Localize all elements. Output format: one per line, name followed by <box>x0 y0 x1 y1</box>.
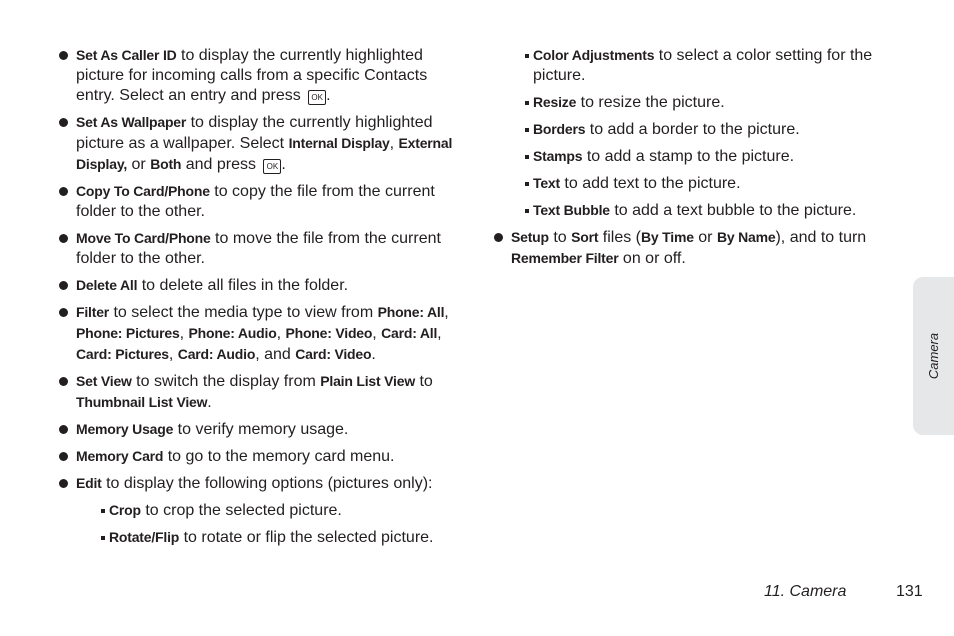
sub-list-item <box>523 200 913 221</box>
separator: , <box>444 304 449 321</box>
option-term: Delete All <box>76 277 138 293</box>
options-list <box>58 45 470 548</box>
punctuation: . <box>281 156 286 173</box>
list-item <box>58 275 470 296</box>
edit-sub-list-continued <box>523 45 913 221</box>
option-description: files ( <box>598 229 641 246</box>
list-item <box>58 45 470 106</box>
option-value: Card: Video <box>295 346 372 362</box>
section-tab-label: Camera <box>925 332 941 380</box>
separator: or <box>127 156 151 173</box>
option-value: Card: All <box>381 325 438 341</box>
option-description: to add a stamp to the picture. <box>582 148 795 165</box>
option-value: Thumbnail List View <box>76 394 208 410</box>
option-term: Copy To Card/Phone <box>76 183 210 199</box>
option-term: Borders <box>533 121 586 137</box>
option-description: on or off. <box>618 250 686 267</box>
right-column <box>493 45 913 275</box>
punctuation: . <box>371 346 376 363</box>
option-value: Both <box>150 156 182 172</box>
option-term: Memory Card <box>76 448 164 464</box>
option-value: Phone: Pictures <box>76 325 180 341</box>
option-description: to add a text bubble to the picture. <box>609 202 857 219</box>
option-term: Memory Usage <box>76 421 174 437</box>
separator: or <box>693 229 717 246</box>
option-term: Filter <box>76 304 110 320</box>
option-term: Crop <box>109 502 141 518</box>
option-term: Setup <box>511 229 549 245</box>
option-term: Set As Caller ID <box>76 47 177 63</box>
option-description: to add text to the picture. <box>559 175 741 192</box>
edit-sub-list <box>99 500 470 548</box>
separator: to <box>415 373 433 390</box>
option-term: Rotate/Flip <box>109 529 180 545</box>
option-term: Set View <box>76 373 132 389</box>
list-item <box>58 112 470 175</box>
option-term: Edit <box>76 475 102 491</box>
option-term: Resize <box>533 94 577 110</box>
option-value: By Time <box>641 229 694 245</box>
list-item <box>58 473 470 548</box>
option-term: Set As Wallpaper <box>76 114 187 130</box>
ok-key-icon: OK <box>308 90 326 105</box>
option-description: to move the file from the current folder to the other. <box>76 230 441 267</box>
option-description: to rotate or flip the selected picture. <box>179 529 434 546</box>
separator: , <box>437 325 442 342</box>
footer-chapter: 11. Camera <box>764 583 847 600</box>
sub-list-item <box>523 173 913 194</box>
section-tab <box>913 277 954 435</box>
option-term: Text Bubble <box>533 202 610 218</box>
option-description: to display the currently highlighted picture for incoming calls from a specific Contacts entry. Select an entry and press <box>76 47 428 104</box>
ok-key-icon: OK <box>263 159 281 174</box>
options-list-continued <box>493 227 913 269</box>
left-column <box>58 45 470 554</box>
option-description: and press <box>181 156 261 173</box>
option-description: to <box>548 229 572 246</box>
option-term: Text <box>533 175 560 191</box>
separator: , <box>389 135 399 152</box>
list-item <box>58 181 470 222</box>
separator: , and <box>255 346 296 363</box>
option-description: to resize the picture. <box>576 94 725 111</box>
separator: , <box>179 325 189 342</box>
option-description: to go to the memory card menu. <box>163 448 395 465</box>
option-value: Sort <box>571 229 599 245</box>
option-description: to display the currently highlighted picture as a wallpaper. Select <box>76 114 433 152</box>
list-item <box>58 302 470 365</box>
sub-list-item <box>523 119 913 140</box>
list-item <box>58 446 470 467</box>
option-value: Phone: All <box>377 304 445 320</box>
list-item <box>58 419 470 440</box>
option-description: to select the media type to view from <box>109 304 378 321</box>
sub-list-item <box>523 45 913 86</box>
option-description: to crop the selected picture. <box>140 502 342 519</box>
punctuation: . <box>326 87 331 104</box>
option-description: to select a color setting for the picture. <box>533 47 873 84</box>
option-description: ), and to turn <box>775 229 867 246</box>
option-value: Phone: Video <box>285 325 373 341</box>
list-item <box>58 371 470 413</box>
punctuation: . <box>207 394 212 411</box>
option-value: Plain List View <box>320 373 416 389</box>
option-description: to display the following options (pictures only): <box>101 475 433 492</box>
option-description: to verify memory usage. <box>173 421 349 438</box>
option-value: Card: Audio <box>177 346 256 362</box>
option-description: to copy the file from the current folder to the other. <box>76 183 435 220</box>
option-term: Color Adjustments <box>533 47 655 63</box>
option-value: By Name <box>716 229 776 245</box>
option-term: Move To Card/Phone <box>76 230 211 246</box>
option-description: to delete all files in the folder. <box>137 277 349 294</box>
option-description: to add a border to the picture. <box>585 121 800 138</box>
page-number: 131 <box>896 583 923 600</box>
sub-list-item <box>99 500 470 521</box>
list-item <box>493 227 913 269</box>
option-description: to switch the display from <box>131 373 321 390</box>
option-value: Card: Pictures <box>76 346 169 362</box>
separator: , <box>168 346 178 363</box>
option-value: External Display, <box>76 135 453 172</box>
option-value: Internal Display <box>288 135 390 151</box>
sub-list-item <box>523 92 913 113</box>
list-item <box>58 228 470 269</box>
option-value: Phone: Audio <box>188 325 277 341</box>
separator: , <box>276 325 286 342</box>
sub-list-item <box>523 146 913 167</box>
option-value: Remember Filter <box>511 250 619 266</box>
option-term: Stamps <box>533 148 583 164</box>
separator: , <box>372 325 382 342</box>
sub-list-item <box>99 527 470 548</box>
